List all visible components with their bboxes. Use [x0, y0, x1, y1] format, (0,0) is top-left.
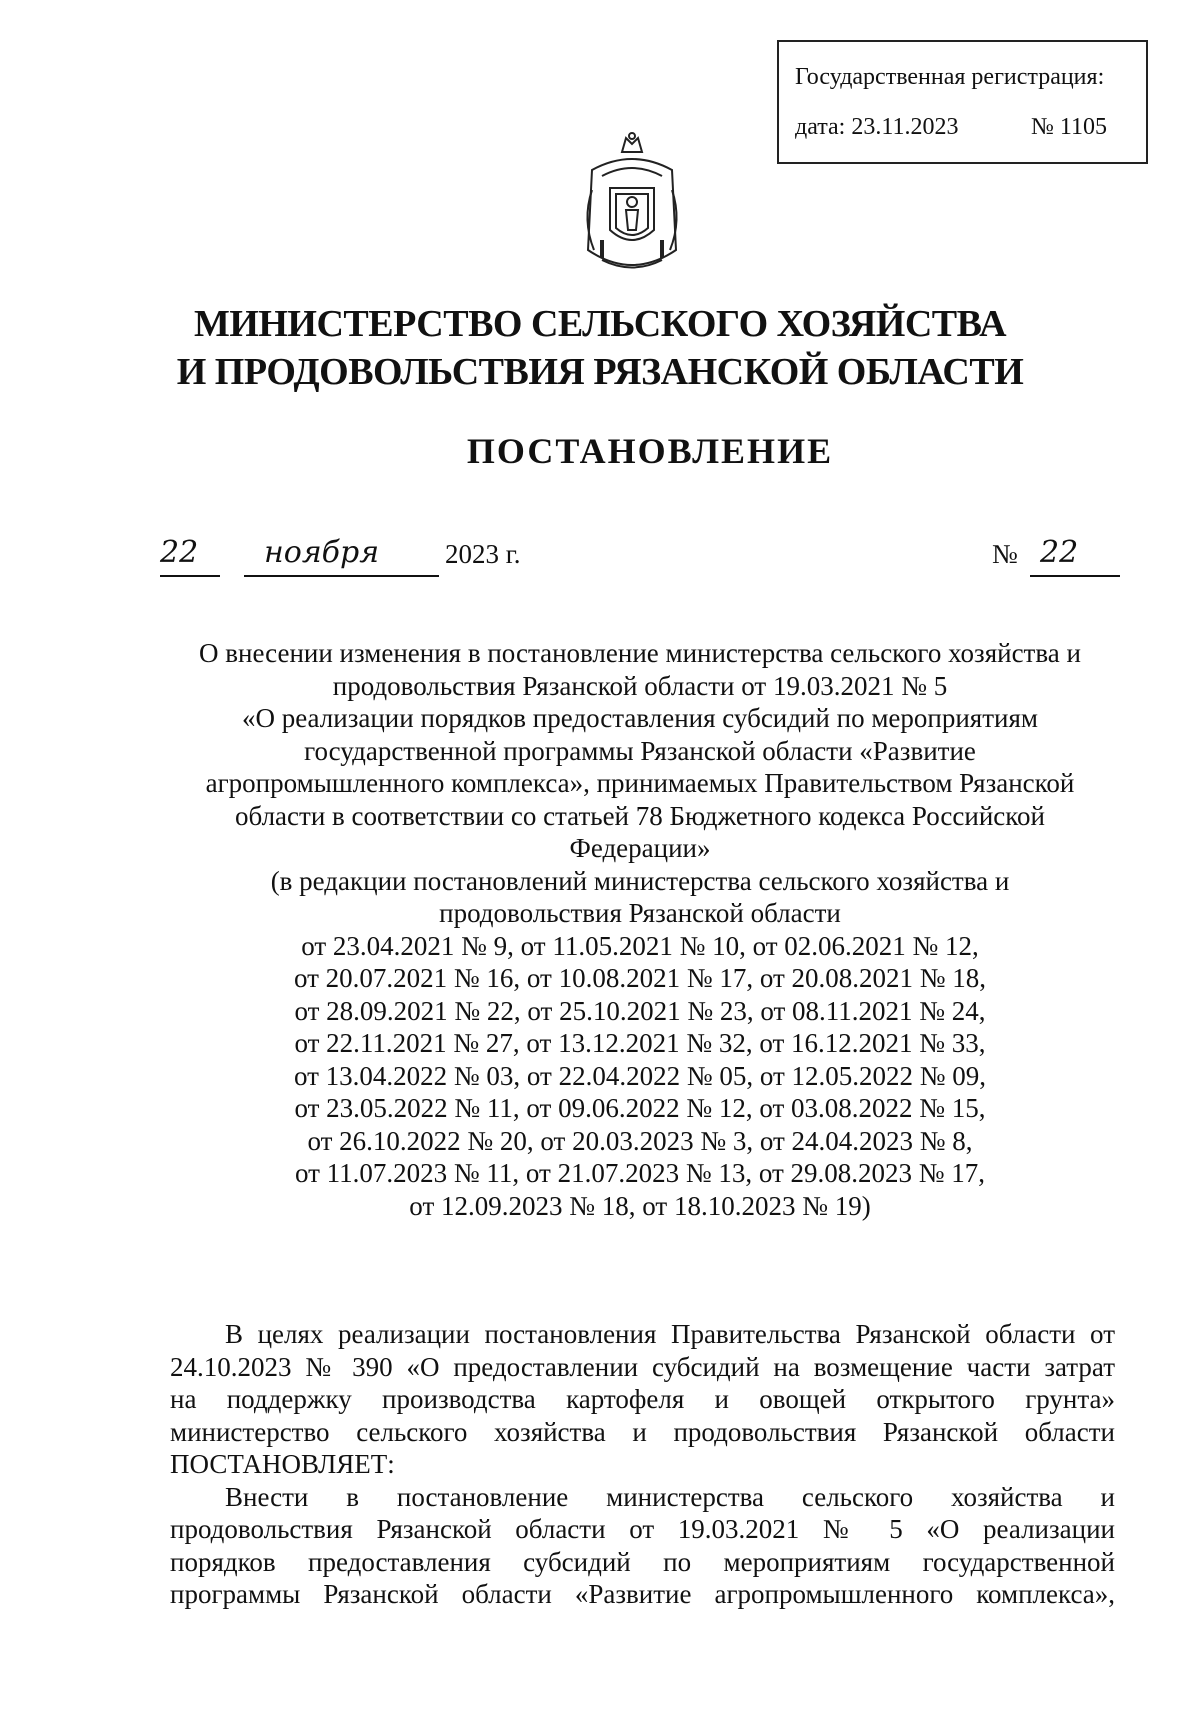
- handwritten-day: 22: [160, 535, 199, 570]
- registration-title: Государственная регистрация:: [795, 64, 1105, 90]
- document-title: [160, 637, 1120, 1222]
- body-line: министерство сельского хозяйства и продовольствия Рязанской области: [170, 1416, 1115, 1447]
- title-line: от 23.04.2021 № 9, от 11.05.2021 № 10, от 02.06.2021 № 12,: [301, 930, 979, 961]
- title-line: от 28.09.2021 № 22, от 25.10.2021 № 23, от 08.11.2021 № 24,: [294, 995, 986, 1026]
- title-line: от 12.09.2023 № 18, от 18.10.2023 № 19): [409, 1190, 871, 1221]
- title-line: области в соответствии со статьей 78 Бюджетного кодекса Российской: [235, 800, 1045, 831]
- title-line: от 23.05.2022 № 11, от 09.06.2022 № 12, от 03.08.2022 № 15,: [294, 1093, 986, 1123]
- title-line: от 13.04.2022 № 03, от 22.04.2022 № 05, от 12.05.2022 № 09,: [293, 1060, 987, 1091]
- coat-of-arms-icon: [572, 130, 692, 290]
- ministry-name-line2: И ПРОДОВОЛЬСТВИЯ РЯЗАНСКОЙ ОБЛАСТИ: [176, 351, 1024, 393]
- title-line: агропромышленного комплекса», принимаемых Правительством Рязанской: [205, 768, 1075, 798]
- body-line: 24.10.2023 № 390 «О предоставлении субсидий на возмещение части затрат: [170, 1351, 1115, 1382]
- paragraph-2: [170, 1481, 1115, 1611]
- number-underline: [1030, 575, 1120, 577]
- document-body: [170, 1318, 1115, 1611]
- ministry-name-line1: МИНИСТЕРСТВО СЕЛЬСКОГО ХОЗЯЙСТВА: [193, 303, 1007, 345]
- registration-number: № 1105: [1031, 114, 1108, 140]
- ministry-name: [0, 300, 1200, 396]
- title-line: продовольствия Рязанской области от 19.03.2021 № 5: [332, 670, 948, 701]
- title-line: от 26.10.2022 № 20, от 20.03.2023 № 3, от 24.04.2023 № 8,: [307, 1125, 973, 1156]
- title-line: от 11.07.2023 № 11, от 21.07.2023 № 13, от 29.08.2023 № 17,: [294, 1158, 986, 1188]
- registration-date: дата: 23.11.2023: [795, 114, 959, 140]
- title-line: «О реализации порядков предоставления субсидий по мероприятиям: [242, 703, 1038, 733]
- body-line: Внести в постановление министерства сельского хозяйства и: [225, 1481, 1115, 1512]
- handwritten-number: 22: [1040, 535, 1079, 570]
- title-line: от 22.11.2021 № 27, от 13.12.2021 № 32, от 16.12.2021 № 33,: [294, 1028, 986, 1058]
- title-line: (в редакции постановлений министерства сельского хозяйства и: [270, 865, 1010, 896]
- paragraph-1: [170, 1318, 1115, 1481]
- date-year: 2023 г.: [445, 539, 521, 569]
- handwritten-month: ноября: [264, 535, 380, 570]
- day-underline: [160, 575, 220, 577]
- body-line: на поддержку производства картофеля и овощей открытого грунта»: [170, 1384, 1115, 1414]
- title-line: продовольствия Рязанской области: [439, 898, 841, 928]
- title-line: Федерации»: [569, 833, 711, 863]
- registration-box: [777, 40, 1148, 164]
- body-line: В целях реализации постановления Правительства Рязанской области от: [225, 1319, 1115, 1349]
- document-type: ПОСТАНОВЛЕНИЕ: [466, 431, 834, 471]
- body-line: программы Рязанской области «Развитие агропромышленного комплекса»,: [170, 1579, 1115, 1609]
- title-line: государственной программы Рязанской области «Развитие: [304, 735, 976, 766]
- date-line: [160, 535, 1130, 585]
- body-line: продовольствия Рязанской области от 19.03.2021 № 5 «О реализации: [170, 1514, 1115, 1544]
- title-line: О внесении изменения в постановление министерства сельского хозяйства и: [199, 638, 1081, 668]
- number-sign: №: [992, 539, 1018, 569]
- month-underline: [244, 575, 439, 577]
- body-line: порядков предоставления субсидий по мероприятиям государственной: [170, 1546, 1115, 1577]
- body-line: ПОСТАНОВЛЯЕТ:: [170, 1449, 395, 1479]
- title-line: от 20.07.2021 № 16, от 10.08.2021 № 17, от 20.08.2021 № 18,: [293, 963, 987, 993]
